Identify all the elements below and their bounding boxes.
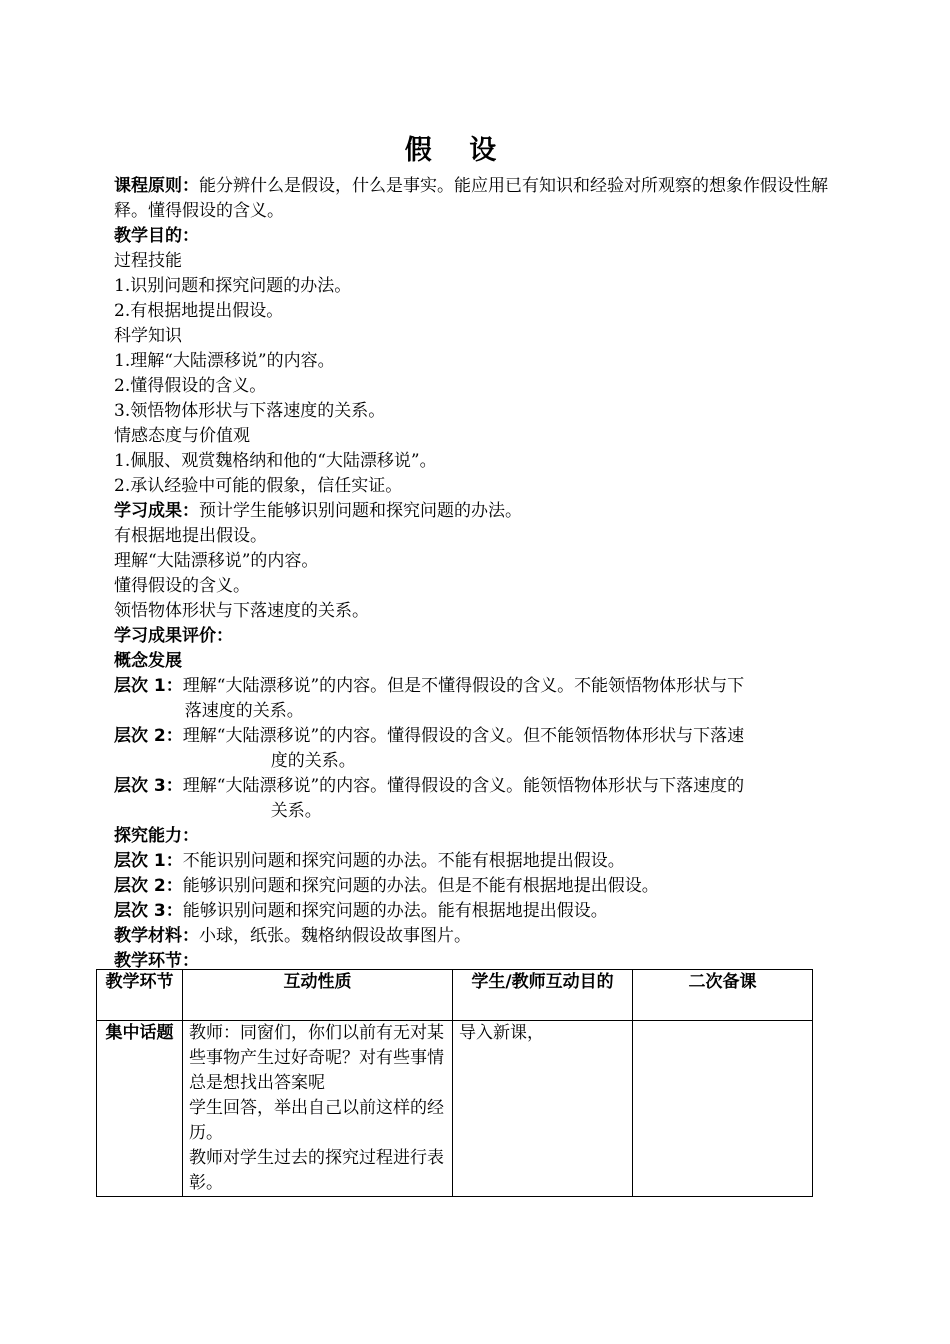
level-text: 理解“大陆漂移说”的内容。懂得假设的含义。能领悟物体形状与下落速度的 bbox=[182, 776, 745, 796]
level-text: 能够识别问题和探究问题的办法。但是不能有根据地提出假设。 bbox=[182, 876, 659, 896]
level-text-cont: 关系。 bbox=[270, 801, 322, 821]
interaction-line: 学生回答，举出自己以前这样的经历。 bbox=[189, 1098, 444, 1143]
list-item: 2.懂得假设的含义。 bbox=[114, 376, 267, 396]
concept-level-2 bbox=[114, 724, 836, 774]
science-knowledge-heading: 科学知识 bbox=[114, 326, 182, 346]
level-label: 层次 1： bbox=[114, 851, 183, 871]
list-item: 2.承认经验中可能的假象，信任实证。 bbox=[114, 476, 403, 496]
page-title: 假 设 bbox=[404, 135, 511, 166]
column-header: 教学环节 bbox=[97, 970, 183, 1021]
stage-cell: 集中话题 bbox=[97, 1021, 183, 1197]
interaction-line: 教师对学生过去的探究过程进行表彰。 bbox=[189, 1148, 444, 1193]
concept-heading: 概念发展 bbox=[114, 651, 182, 671]
level-text-cont: 度的关系。 bbox=[270, 751, 356, 771]
list-item: 3.领悟物体形状与下落速度的关系。 bbox=[114, 401, 386, 421]
objectives-heading: 教学目的： bbox=[114, 226, 199, 246]
teaching-materials bbox=[114, 924, 836, 949]
materials-text: 小球，纸张。魏格纳假设故事图片。 bbox=[199, 926, 471, 946]
inquiry-heading: 探究能力： bbox=[114, 826, 199, 846]
table-header-row bbox=[97, 970, 813, 1021]
list-item: 领悟物体形状与下落速度的关系。 bbox=[114, 601, 369, 621]
process-skills-heading: 过程技能 bbox=[114, 251, 182, 271]
list-item: 1.识别问题和探究问题的办法。 bbox=[114, 276, 352, 296]
level-label: 层次 2： bbox=[114, 726, 183, 746]
stages-heading: 教学环节： bbox=[114, 951, 199, 971]
column-header: 互动性质 bbox=[183, 970, 453, 1021]
inquiry-level-1 bbox=[114, 849, 836, 874]
curriculum-label: 课程原则： bbox=[114, 176, 199, 196]
materials-label: 教学材料： bbox=[114, 926, 199, 946]
interaction-cell bbox=[183, 1021, 453, 1197]
concept-level-1 bbox=[114, 674, 836, 724]
list-item: 1.理解“大陆漂移说”的内容。 bbox=[114, 351, 335, 371]
list-item: 理解“大陆漂移说”的内容。 bbox=[114, 551, 319, 571]
outcomes-first: 预计学生能够识别问题和探究问题的办法。 bbox=[199, 501, 522, 521]
learning-outcomes bbox=[114, 499, 836, 524]
list-item: 1.佩服、观赏魏格纳和他的“大陆漂移说”。 bbox=[114, 451, 437, 471]
inquiry-level-2 bbox=[114, 874, 836, 899]
list-item: 有根据地提出假设。 bbox=[114, 526, 267, 546]
evaluation-heading: 学习成果评价： bbox=[114, 626, 233, 646]
lesson-body bbox=[114, 174, 836, 974]
level-label: 层次 3： bbox=[114, 901, 183, 921]
level-label: 层次 1： bbox=[114, 676, 183, 696]
level-label: 层次 2： bbox=[114, 876, 183, 896]
level-text: 理解“大陆漂移说”的内容。但是不懂得假设的含义。不能领悟物体形状与下 bbox=[182, 676, 745, 696]
level-text: 理解“大陆漂移说”的内容。懂得假设的含义。但不能领悟物体形状与下落速 bbox=[182, 726, 745, 746]
list-item: 2.有根据地提出假设。 bbox=[114, 301, 284, 321]
list-item: 懂得假设的含义。 bbox=[114, 576, 250, 596]
goal-cell: 导入新课， bbox=[453, 1021, 633, 1197]
inquiry-level-3 bbox=[114, 899, 836, 924]
prep-cell bbox=[633, 1021, 813, 1197]
column-header: 学生/教师互动目的 bbox=[453, 970, 633, 1021]
curriculum-text: 能分辨什么是假设，什么是事实。能应用已有知识和经验对所观察的想象作假设性解释。懂得假设的含义。 bbox=[114, 176, 828, 221]
lesson-plan-table bbox=[96, 969, 813, 1197]
column-header: 二次备课 bbox=[633, 970, 813, 1021]
interaction-line: 教师：同窗们，你们以前有无对某些事物产生过好奇呢？对有些事情总是想找出答案呢 bbox=[189, 1023, 444, 1093]
level-text: 不能识别问题和探究问题的办法。不能有根据地提出假设。 bbox=[182, 851, 625, 871]
level-label: 层次 3： bbox=[114, 776, 183, 796]
level-text: 能够识别问题和探究问题的办法。能有根据地提出假设。 bbox=[182, 901, 608, 921]
outcomes-label: 学习成果： bbox=[114, 501, 199, 521]
attitudes-heading: 情感态度与价值观 bbox=[114, 426, 250, 446]
concept-level-3 bbox=[114, 774, 836, 824]
curriculum-principle bbox=[114, 174, 836, 224]
table-row bbox=[97, 1021, 813, 1197]
level-text-cont: 落速度的关系。 bbox=[184, 701, 304, 721]
